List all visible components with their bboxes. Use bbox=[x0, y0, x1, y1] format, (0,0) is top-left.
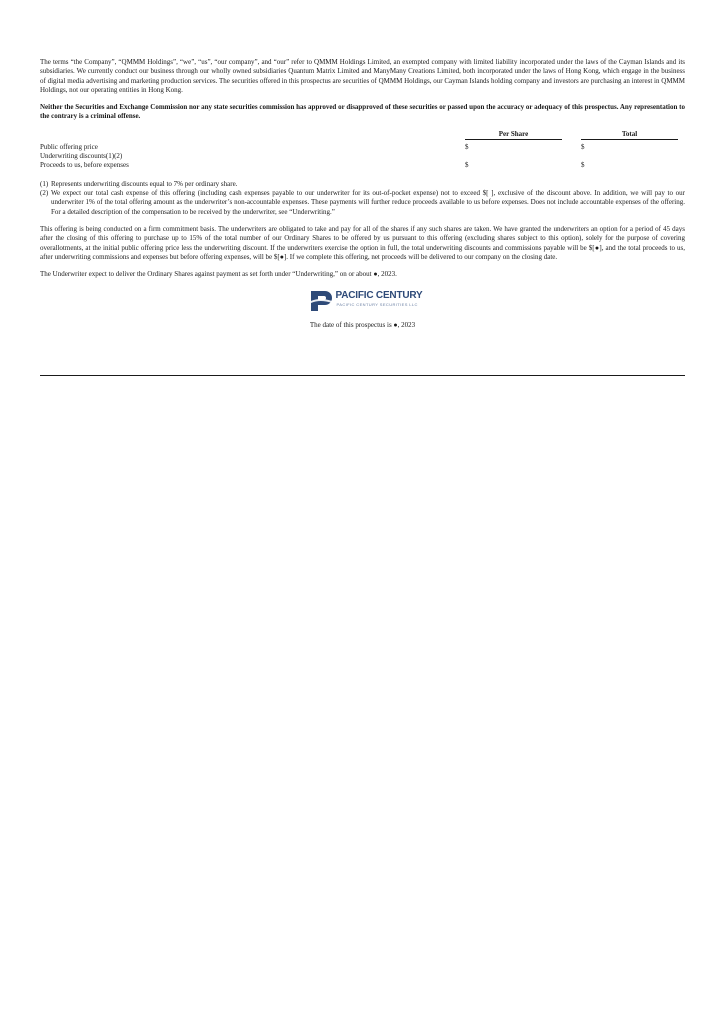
row-label: Public offering price bbox=[40, 142, 98, 151]
delivery-paragraph: The Underwriter expect to deliver the Ordinary Shares against payment as set forth under “Underwriting,” on or about ●, 2023. bbox=[40, 270, 397, 279]
table-row bbox=[40, 152, 685, 161]
row-per-share: $ bbox=[465, 160, 469, 169]
footnote-text: We expect our total cash expense of this offering (including cash expenses payable to our underwriter for its out-of-pocket expense) not to exceed $[ ], exclusive of the discount above. In addition, we will pay to our underwriter 1% of the total offering amount as the underwriter’s non-accountable expenses. These payments will further reduce proceeds available to us before expenses. Does not include accountable expenses of the offering. For a detailed description of the compensation to be received by the underwriter, see “Underwriting.” bbox=[51, 189, 685, 216]
logo-name: PACIFIC CENTURY bbox=[335, 290, 423, 302]
intro-paragraph: The terms “the Company”, “QMMM Holdings”, “we”, “us”, “our company”, and “our” refer to QMMM Holdings Limited, an exempted company with limited liability incorporated under the laws of the Cayman Islands and its subsidiaries. We currently conduct our business through our wholly owned subsidiaries Quantum Matrix Limited and ManyMany Creations Limited, both incorporated under the laws of Hong Kong, which engage in the business of digital media advertising and marketing production services. The securities offered in this prospectus are securities of QMMM Holdings, our Cayman Islands holding company and investors are purchasing an interest in QMMM Holdings, not our operating entities in Hong Kong. bbox=[40, 58, 685, 94]
footnote-number: (2) bbox=[40, 189, 49, 198]
per-share-header-rule bbox=[465, 139, 562, 140]
row-per-share: $ bbox=[465, 142, 469, 151]
prospectus-date: The date of this prospectus is ●, 2023 bbox=[309, 321, 416, 330]
offering-table bbox=[40, 130, 685, 174]
page-divider bbox=[40, 375, 685, 376]
sec-notice: Neither the Securities and Exchange Commission nor any state securities commission has approved or disapproved of these securities or passed upon the accuracy or adequacy of this prospectus. Any representation to the contrary is a criminal offense. bbox=[40, 103, 685, 121]
firm-commitment-paragraph: This offering is being conducted on a firm commitment basis. The underwriters are obligated to take and pay for all of the shares if any such shares are taken. We have granted the underwriters an option for a period of 45 days after the closing of this offering to purchase up to 15% of the total number of our Ordinary Shares to be offered by us pursuant to this offering (excluding shares subject to this option), solely for the purpose of covering overallotments, at the initial public offering price less the underwriting discount. If the underwriters exercise the option in full, the total underwriting discounts and commissions payable will be $[●], and the total proceeds to us, after underwriting commissions and expenses but before offering expenses, will be $[●]. If we complete this offering, net proceeds will be delivered to our company on the closing date. bbox=[40, 224, 685, 261]
footnote-1 bbox=[40, 180, 685, 189]
footnote-text: Represents underwriting discounts equal to 7% per ordinary share. bbox=[51, 179, 238, 188]
row-label: Underwriting discounts(1)(2) bbox=[40, 151, 123, 160]
logo-subtitle: PACIFIC CENTURY SECURITIES LLC bbox=[336, 302, 418, 308]
footnote-2 bbox=[40, 189, 685, 217]
footnote-number: (1) bbox=[40, 179, 49, 188]
row-total: $ bbox=[581, 142, 585, 151]
table-row bbox=[40, 161, 685, 170]
prospectus-cover bbox=[40, 58, 685, 329]
total-header: Total bbox=[621, 129, 638, 138]
logo-mark-icon bbox=[308, 289, 334, 313]
row-total: $ bbox=[581, 160, 585, 169]
per-share-header: Per Share bbox=[498, 129, 529, 138]
total-header-rule bbox=[581, 139, 678, 140]
table-row bbox=[40, 143, 685, 152]
pacific-century-logo bbox=[308, 289, 423, 315]
row-label: Proceeds to us, before expenses bbox=[40, 160, 129, 169]
